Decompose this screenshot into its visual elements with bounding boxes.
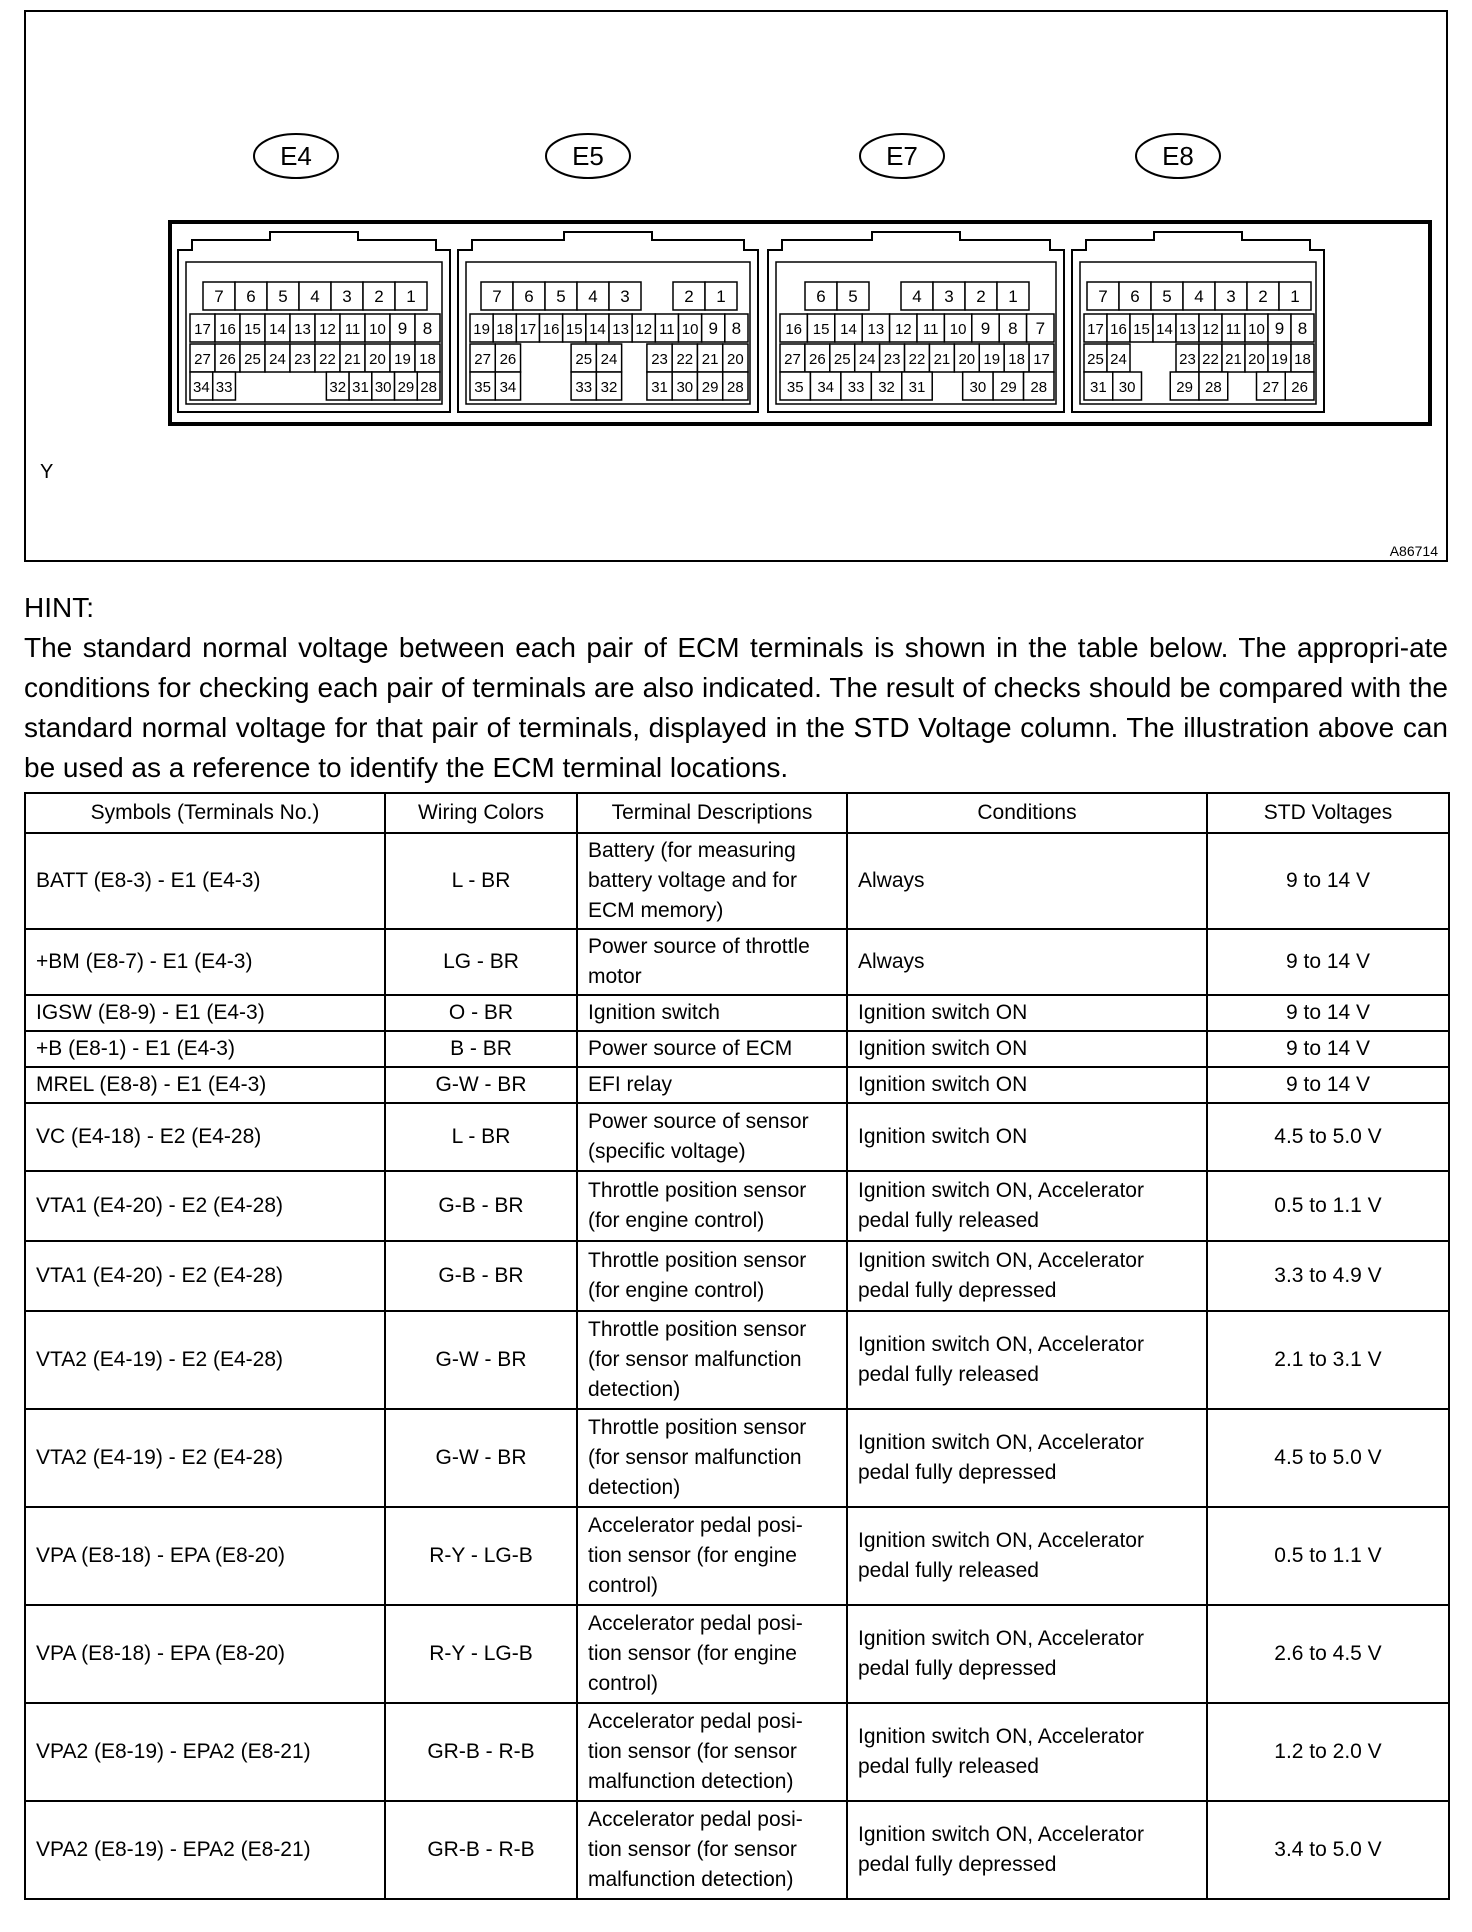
terminal-number: 2 xyxy=(684,287,694,306)
terminal-number: 15 xyxy=(812,321,830,338)
std-voltage-cell: 9 to 14 V xyxy=(1207,1067,1449,1103)
terminal-number: 22 xyxy=(1202,351,1219,368)
terminal-number: 16 xyxy=(219,321,236,338)
std-voltage-cell: 3.4 to 5.0 V xyxy=(1207,1801,1449,1899)
wiring-cell: G-W - BR xyxy=(385,1311,577,1409)
symbol-cell: IGSW (E8-9) - E1 (E4-3) xyxy=(25,995,385,1031)
terminal-number: 23 xyxy=(294,351,311,368)
symbol-cell: VTA1 (E4-20) - E2 (E4-28) xyxy=(25,1241,385,1311)
symbol-cell: VPA2 (E8-19) - EPA2 (E8-21) xyxy=(25,1801,385,1899)
terminal-number: 22 xyxy=(908,351,926,368)
std-voltage-cell: 3.3 to 4.9 V xyxy=(1207,1241,1449,1311)
terminal-number: 9 xyxy=(980,319,991,338)
description-cell: Throttle position sensor (for engine control) xyxy=(577,1171,847,1241)
terminal-number: 24 xyxy=(1110,351,1127,368)
terminal-number: 32 xyxy=(600,379,618,396)
condition-cell: Ignition switch ON, Accelerator pedal fully depressed xyxy=(847,1605,1207,1703)
terminal-number: 28 xyxy=(1205,379,1222,396)
wiring-cell: G-W - BR xyxy=(385,1067,577,1103)
description-cell: Accelerator pedal posi-tion sensor (for engine control) xyxy=(577,1605,847,1703)
symbol-cell: VPA (E8-18) - EPA (E8-20) xyxy=(25,1507,385,1605)
wiring-cell: L - BR xyxy=(385,1103,577,1171)
terminal-number: 7 xyxy=(1098,287,1108,306)
terminal-number: 3 xyxy=(1226,287,1236,306)
wiring-cell: L - BR xyxy=(385,833,577,929)
condition-cell: Ignition switch ON xyxy=(847,1067,1207,1103)
description-cell: Accelerator pedal posi-tion sensor (for engine control) xyxy=(577,1507,847,1605)
terminal-number: 3 xyxy=(342,287,352,306)
terminal-number: 25 xyxy=(833,351,851,368)
condition-cell: Ignition switch ON, Accelerator pedal fully depressed xyxy=(847,1241,1207,1311)
terminal-number: 18 xyxy=(419,351,436,368)
terminal-number: 8 xyxy=(1008,319,1018,338)
terminal-number: 29 xyxy=(701,379,719,396)
std-voltage-cell: 0.5 to 1.1 V xyxy=(1207,1171,1449,1241)
symbol-cell: VTA2 (E4-19) - E2 (E4-28) xyxy=(25,1409,385,1507)
terminal-number: 10 xyxy=(1248,321,1265,338)
condition-cell: Ignition switch ON xyxy=(847,995,1207,1031)
terminal-number: 9 xyxy=(708,319,718,338)
symbol-cell: VTA1 (E4-20) - E2 (E4-28) xyxy=(25,1171,385,1241)
condition-cell: Ignition switch ON xyxy=(847,1031,1207,1067)
terminal-number: 13 xyxy=(1179,321,1196,338)
terminal-number: 16 xyxy=(785,321,803,338)
terminal-number: 27 xyxy=(784,351,801,368)
terminal-number: 30 xyxy=(1118,379,1136,396)
side-label: Y xyxy=(40,461,54,483)
terminal-number: 30 xyxy=(676,379,694,396)
std-voltage-cell: 9 to 14 V xyxy=(1207,833,1449,929)
terminal-number: 27 xyxy=(194,351,211,368)
table-row xyxy=(25,1031,1449,1067)
table-row xyxy=(25,995,1449,1031)
connector-e4 xyxy=(178,134,450,412)
terminal-number: 19 xyxy=(1271,351,1288,368)
description-cell: Throttle position sensor (for engine control) xyxy=(577,1241,847,1311)
terminal-number: 31 xyxy=(1090,379,1107,396)
terminal-number: 17 xyxy=(194,321,211,338)
wiring-cell: GR-B - R-B xyxy=(385,1703,577,1801)
terminal-number: 31 xyxy=(651,379,668,396)
terminal-number: 5 xyxy=(848,287,858,306)
table-row xyxy=(25,1507,1449,1605)
terminal-number: 31 xyxy=(352,379,369,396)
terminal-number: 28 xyxy=(1030,379,1048,396)
terminal-number: 21 xyxy=(1225,351,1242,368)
symbol-cell: VC (E4-18) - E2 (E4-28) xyxy=(25,1103,385,1171)
table-row xyxy=(25,929,1449,995)
condition-cell: Ignition switch ON, Accelerator pedal fully depressed xyxy=(847,1409,1207,1507)
terminal-number: 25 xyxy=(244,351,261,368)
terminal-number: 11 xyxy=(1225,321,1242,338)
terminal-number: 14 xyxy=(269,321,286,338)
std-voltage-cell: 4.5 to 5.0 V xyxy=(1207,1103,1449,1171)
terminal-number: 1 xyxy=(406,287,416,306)
terminal-number: 4 xyxy=(310,287,320,306)
terminal-number: 19 xyxy=(473,321,490,338)
symbol-cell: VPA2 (E8-19) - EPA2 (E8-21) xyxy=(25,1703,385,1801)
terminal-number: 16 xyxy=(542,321,560,338)
terminal-number: 28 xyxy=(727,379,744,396)
terminal-number: 22 xyxy=(676,351,694,368)
terminal-number: 35 xyxy=(786,379,804,396)
terminal-number: 12 xyxy=(635,321,653,338)
std-voltage-cell: 4.5 to 5.0 V xyxy=(1207,1409,1449,1507)
hint-block xyxy=(24,588,1448,788)
terminal-number: 33 xyxy=(847,379,865,396)
terminal-number: 18 xyxy=(1008,351,1025,368)
connector-e7 xyxy=(768,134,1064,412)
condition-cell: Always xyxy=(847,833,1207,929)
terminal-number: 27 xyxy=(1262,379,1280,396)
terminal-number: 23 xyxy=(651,351,668,368)
terminal-number: 17 xyxy=(1087,321,1104,338)
symbol-cell: BATT (E8-3) - E1 (E4-3) xyxy=(25,833,385,929)
table-header-row xyxy=(25,793,1449,833)
description-cell: Ignition switch xyxy=(577,995,847,1031)
wiring-cell: G-B - BR xyxy=(385,1171,577,1241)
terminal-number: 21 xyxy=(701,351,719,368)
terminal-number: 8 xyxy=(731,319,742,338)
terminal-number: 13 xyxy=(867,321,885,338)
table-row xyxy=(25,1241,1449,1311)
terminal-number: 13 xyxy=(294,321,311,338)
terminal-number: 12 xyxy=(319,321,336,338)
terminal-number: 29 xyxy=(1176,379,1193,396)
terminal-number: 27 xyxy=(474,351,491,368)
description-cell: Power source of sensor (specific voltage) xyxy=(577,1103,847,1171)
terminal-number: 6 xyxy=(1130,287,1140,306)
terminal-number: 15 xyxy=(244,321,261,338)
condition-cell: Ignition switch ON, Accelerator pedal fully depressed xyxy=(847,1801,1207,1899)
terminal-number: 12 xyxy=(1202,321,1219,338)
terminal-number: 21 xyxy=(344,351,361,368)
terminal-number: 29 xyxy=(999,379,1017,396)
description-cell: Power source of throttle motor xyxy=(577,929,847,995)
std-voltage-cell: 2.6 to 4.5 V xyxy=(1207,1605,1449,1703)
connector-label: E5 xyxy=(572,141,604,171)
terminal-number: 17 xyxy=(1033,351,1050,368)
terminal-number: 24 xyxy=(269,351,286,368)
std-voltage-cell: 9 to 14 V xyxy=(1207,995,1449,1031)
terminal-number: 26 xyxy=(1291,379,1308,396)
terminal-number: 24 xyxy=(858,351,876,368)
connector-diagram xyxy=(26,12,1446,560)
terminal-number: 7 xyxy=(1035,319,1046,338)
terminal-number: 14 xyxy=(840,321,857,338)
terminal-number: 23 xyxy=(1179,351,1196,368)
terminal-number: 33 xyxy=(575,379,593,396)
std-voltage-cell: 1.2 to 2.0 V xyxy=(1207,1703,1449,1801)
description-cell: Battery (for measuring battery voltage and for ECM memory) xyxy=(577,833,847,929)
table-row xyxy=(25,1067,1449,1103)
terminal-number: 9 xyxy=(1274,319,1285,338)
terminal-number: 2 xyxy=(374,287,384,306)
header-wiring: Wiring Colors xyxy=(385,793,577,833)
ecm-terminal-table xyxy=(24,792,1450,1900)
condition-cell: Always xyxy=(847,929,1207,995)
description-cell: Accelerator pedal posi-tion sensor (for sensor malfunction detection) xyxy=(577,1801,847,1899)
symbol-cell: +BM (E8-7) - E1 (E4-3) xyxy=(25,929,385,995)
terminal-number: 3 xyxy=(620,287,630,306)
terminal-number: 14 xyxy=(1156,321,1173,338)
header-descriptions: Terminal Descriptions xyxy=(577,793,847,833)
terminal-number: 18 xyxy=(1294,351,1311,368)
wiring-cell: LG - BR xyxy=(385,929,577,995)
terminal-number: 10 xyxy=(949,321,967,338)
terminal-number: 32 xyxy=(878,379,895,396)
terminal-number: 24 xyxy=(600,351,618,368)
connector-label: E7 xyxy=(886,141,918,171)
table-row xyxy=(25,1605,1449,1703)
condition-cell: Ignition switch ON, Accelerator pedal fully released xyxy=(847,1311,1207,1409)
terminal-number: 23 xyxy=(883,351,901,368)
table-row xyxy=(25,1801,1449,1899)
terminal-number: 4 xyxy=(588,287,598,306)
symbol-cell: MREL (E8-8) - E1 (E4-3) xyxy=(25,1067,385,1103)
terminal-number: 20 xyxy=(958,351,976,368)
terminal-number: 1 xyxy=(1008,287,1018,306)
hint-heading: HINT: xyxy=(24,592,94,623)
connector-e5 xyxy=(458,134,758,412)
terminal-number: 20 xyxy=(369,351,386,368)
wiring-cell: B - BR xyxy=(385,1031,577,1067)
wiring-cell: G-W - BR xyxy=(385,1409,577,1507)
terminal-number: 4 xyxy=(912,287,922,306)
terminal-number: 26 xyxy=(809,351,826,368)
terminal-number: 10 xyxy=(369,321,386,338)
connector-e8 xyxy=(1072,134,1324,412)
terminal-number: 3 xyxy=(944,287,954,306)
terminal-number: 34 xyxy=(817,379,835,396)
description-cell: EFI relay xyxy=(577,1067,847,1103)
terminal-number: 25 xyxy=(1087,351,1104,368)
condition-cell: Ignition switch ON, Accelerator pedal fully released xyxy=(847,1171,1207,1241)
terminal-number: 20 xyxy=(727,351,744,368)
terminal-number: 11 xyxy=(922,321,939,338)
description-cell: Accelerator pedal posi-tion sensor (for sensor malfunction detection) xyxy=(577,1703,847,1801)
terminal-number: 17 xyxy=(519,321,537,338)
terminal-number: 21 xyxy=(933,351,951,368)
terminal-number: 13 xyxy=(612,321,629,338)
header-conditions: Conditions xyxy=(847,793,1207,833)
terminal-number: 14 xyxy=(589,321,606,338)
table-row xyxy=(25,1103,1449,1171)
std-voltage-cell: 0.5 to 1.1 V xyxy=(1207,1507,1449,1605)
terminal-number: 18 xyxy=(496,321,514,338)
terminal-number: 1 xyxy=(1290,287,1300,306)
terminal-number: 34 xyxy=(499,379,517,396)
symbol-cell: VTA2 (E4-19) - E2 (E4-28) xyxy=(25,1311,385,1409)
symbol-cell: +B (E8-1) - E1 (E4-3) xyxy=(25,1031,385,1067)
terminal-number: 8 xyxy=(422,319,433,338)
terminal-number: 4 xyxy=(1194,287,1204,306)
terminal-number: 9 xyxy=(397,319,408,338)
std-voltage-cell: 2.1 to 3.1 V xyxy=(1207,1311,1449,1409)
terminal-number: 26 xyxy=(499,351,517,368)
terminal-number: 11 xyxy=(344,321,361,338)
terminal-number: 35 xyxy=(474,379,491,396)
wiring-cell: O - BR xyxy=(385,995,577,1031)
terminal-number: 10 xyxy=(681,321,699,338)
description-cell: Throttle position sensor (for sensor malfunction detection) xyxy=(577,1409,847,1507)
terminal-number: 26 xyxy=(219,351,236,368)
terminal-number: 6 xyxy=(524,287,534,306)
terminal-number: 6 xyxy=(246,287,256,306)
terminal-number: 30 xyxy=(969,379,987,396)
wiring-cell: R-Y - LG-B xyxy=(385,1605,577,1703)
terminal-number: 19 xyxy=(394,351,411,368)
terminal-number: 22 xyxy=(319,351,336,368)
terminal-number: 16 xyxy=(1110,321,1127,338)
terminal-number: 28 xyxy=(420,379,437,396)
table-row xyxy=(25,1409,1449,1507)
hint-text: The standard normal voltage between each pair of ECM terminals is shown in the table below. The appropri-ate conditions for checking each pair of terminals are also indicated. The result of checks should be compared with the standard normal voltage for that pair of terminals, displayed in the STD Voltage column. The illustration above can be used as a reference to identify the ECM terminal locations. xyxy=(24,632,1448,783)
terminal-number: 25 xyxy=(575,351,593,368)
terminal-number: 20 xyxy=(1248,351,1265,368)
terminal-number: 2 xyxy=(976,287,986,306)
terminal-number: 19 xyxy=(983,351,1001,368)
table-row xyxy=(25,1703,1449,1801)
terminal-number: 15 xyxy=(1133,321,1150,338)
terminal-number: 5 xyxy=(278,287,288,306)
figure-id: A86714 xyxy=(1389,543,1438,559)
std-voltage-cell: 9 to 14 V xyxy=(1207,1031,1449,1067)
terminal-number: 6 xyxy=(816,287,826,306)
terminal-number: 33 xyxy=(215,379,233,396)
terminal-number: 15 xyxy=(565,321,583,338)
header-symbols: Symbols (Terminals No.) xyxy=(25,793,385,833)
terminal-number: 30 xyxy=(374,379,392,396)
terminal-number: 29 xyxy=(397,379,415,396)
terminal-number: 8 xyxy=(1297,319,1308,338)
terminal-number: 7 xyxy=(492,287,502,306)
wiring-cell: GR-B - R-B xyxy=(385,1801,577,1899)
symbol-cell: VPA (E8-18) - EPA (E8-20) xyxy=(25,1605,385,1703)
description-cell: Throttle position sensor (for sensor malfunction detection) xyxy=(577,1311,847,1409)
terminal-number: 34 xyxy=(193,379,210,396)
description-cell: Power source of ECM xyxy=(577,1031,847,1067)
terminal-number: 32 xyxy=(329,379,347,396)
header-std-voltages: STD Voltages xyxy=(1207,793,1449,833)
terminal-number: 2 xyxy=(1258,287,1268,306)
condition-cell: Ignition switch ON, Accelerator pedal fully released xyxy=(847,1507,1207,1605)
table-row xyxy=(25,1311,1449,1409)
connector-label: E4 xyxy=(280,141,312,171)
terminal-number: 31 xyxy=(908,379,926,396)
std-voltage-cell: 9 to 14 V xyxy=(1207,929,1449,995)
terminal-number: 5 xyxy=(556,287,566,306)
condition-cell: Ignition switch ON, Accelerator pedal fully released xyxy=(847,1703,1207,1801)
terminal-number: 11 xyxy=(659,321,675,338)
wiring-cell: R-Y - LG-B xyxy=(385,1507,577,1605)
terminal-number: 1 xyxy=(716,287,726,306)
terminal-number: 7 xyxy=(214,287,224,306)
terminal-number: 5 xyxy=(1162,287,1172,306)
connector-figure xyxy=(24,10,1448,562)
wiring-cell: G-B - BR xyxy=(385,1241,577,1311)
table-row xyxy=(25,833,1449,929)
terminal-number: 12 xyxy=(894,321,912,338)
table-row xyxy=(25,1171,1449,1241)
connector-label: E8 xyxy=(1162,141,1194,171)
condition-cell: Ignition switch ON xyxy=(847,1103,1207,1171)
